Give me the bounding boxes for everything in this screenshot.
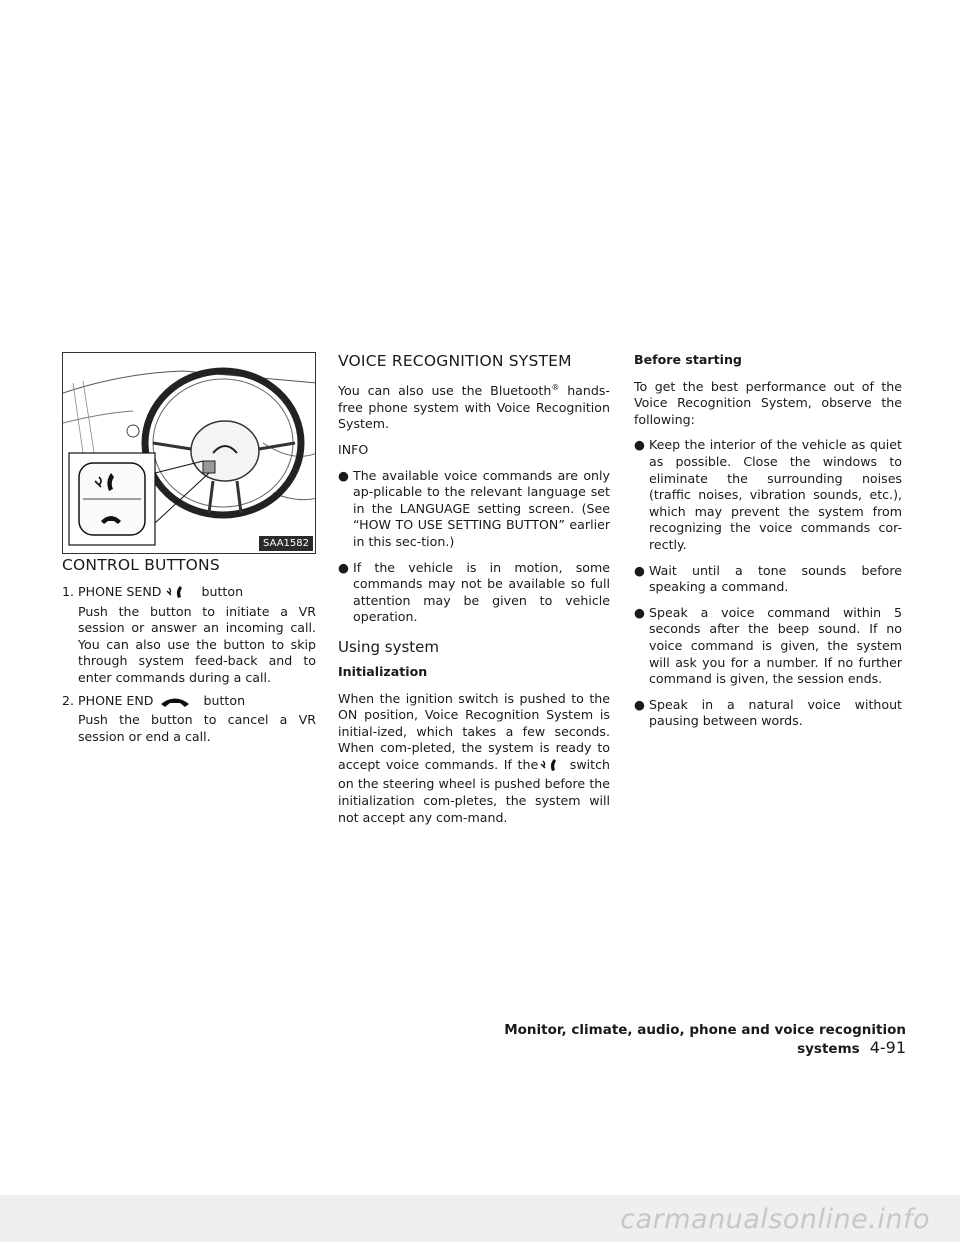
list-item (634, 563, 902, 596)
item-number: 2. (62, 692, 75, 708)
watermark-text: carmanualsonline.info (620, 1204, 930, 1235)
info-bullet-list (338, 468, 610, 626)
before-starting-list (634, 437, 902, 730)
voice-recognition-intro (338, 380, 610, 433)
phone-send-icon (166, 585, 190, 604)
control-button-item-send (62, 584, 316, 687)
bullet-icon: ● (634, 604, 645, 620)
before-starting-heading: Before starting (634, 352, 742, 367)
control-buttons-heading: CONTROL BUTTONS (62, 556, 220, 574)
figure-label: SAA1582 (259, 536, 313, 551)
info-label: INFO (338, 441, 369, 457)
item-number: 1. (62, 584, 75, 599)
column-3 (634, 352, 902, 739)
bullet-text: The available voice commands are only ap-plicable to the relevant language set in the LANGUAGE setting screen. (See “HOW TO USE SETTING BUTTON” earlier in this sec-tion.) (353, 467, 610, 549)
page-number: 4-91 (869, 1038, 906, 1057)
watermark-bar (0, 1195, 960, 1242)
bullet-icon: ● (338, 467, 349, 483)
initialization-heading: Initialization (338, 663, 428, 679)
bullet-icon: ● (634, 437, 645, 453)
bullet-text: Wait until a tone sounds before speaking a command. (649, 562, 902, 595)
before-starting-intro: To get the best performance out of the Voice Recognition System, observe the following: (634, 378, 902, 427)
voice-recognition-heading: VOICE RECOGNITION SYSTEM (338, 352, 572, 370)
item-name: PHONE END (78, 692, 154, 708)
list-item (634, 697, 902, 730)
item-description: Push the button to initiate a VR session or answer an incoming call. You can also use the button to skip through system feed-back and to enter commands during a call. (78, 603, 316, 685)
bullet-icon: ● (634, 562, 645, 578)
list-item (634, 605, 902, 688)
footer-title: Monitor, climate, audio, phone and voice recognition systems (504, 1022, 906, 1057)
bullet-icon: ● (634, 696, 645, 712)
init-text: When the ignition switch is pushed to the ON position, Voice Recognition System is initial-ized, which takes a few seconds. When com-pleted, the system is ready to accept voice commands. If the (338, 690, 610, 772)
steering-wheel-illustration (63, 353, 316, 554)
using-system-heading: Using system (338, 637, 439, 656)
list-item (338, 468, 610, 551)
column-1 (62, 556, 316, 751)
initialization-text (338, 691, 610, 827)
column-2 (338, 352, 610, 835)
bullet-text: Speak a voice command within 5 seconds after the beep sound. If no voice command is given, the system will ask you for a number. If no further command is given, the session ends. (649, 604, 902, 687)
item-description: Push the button to cancel a VR session or end a call. (78, 712, 316, 744)
steering-wheel-figure (62, 352, 316, 554)
item-suffix: button (201, 584, 244, 599)
list-item (634, 437, 902, 553)
intro-text-cont: hands-free phone system with Voice Recognition System. (338, 383, 610, 432)
control-button-item-end (62, 693, 316, 746)
item-suffix: button (203, 692, 246, 708)
item-name: PHONE SEND (78, 584, 162, 599)
registered-mark: ® (551, 383, 560, 392)
phone-end-icon (158, 696, 192, 713)
intro-text: You can also use the Bluetooth (338, 383, 552, 399)
page-footer (460, 1022, 906, 1057)
bullet-text: Keep the interior of the vehicle as quiet as possible. Close the windows to eliminate the surrounding noises (traffic noises, vibration sounds, etc.), which may prevent the system from recognizing the voice commands cor-rectly. (649, 437, 902, 552)
phone-send-icon (538, 758, 564, 777)
init-text-cont: switch on the steering wheel is pushed before the initialization com-pletes, the system will not accept any com-mand. (338, 756, 611, 825)
list-item (338, 560, 610, 626)
bullet-text: If the vehicle is in motion, some commands may not be available so full attention may be given to vehicle operation. (353, 559, 610, 625)
bullet-text: Speak in a natural voice without pausing between words. (649, 696, 902, 729)
bullet-icon: ● (338, 559, 349, 575)
